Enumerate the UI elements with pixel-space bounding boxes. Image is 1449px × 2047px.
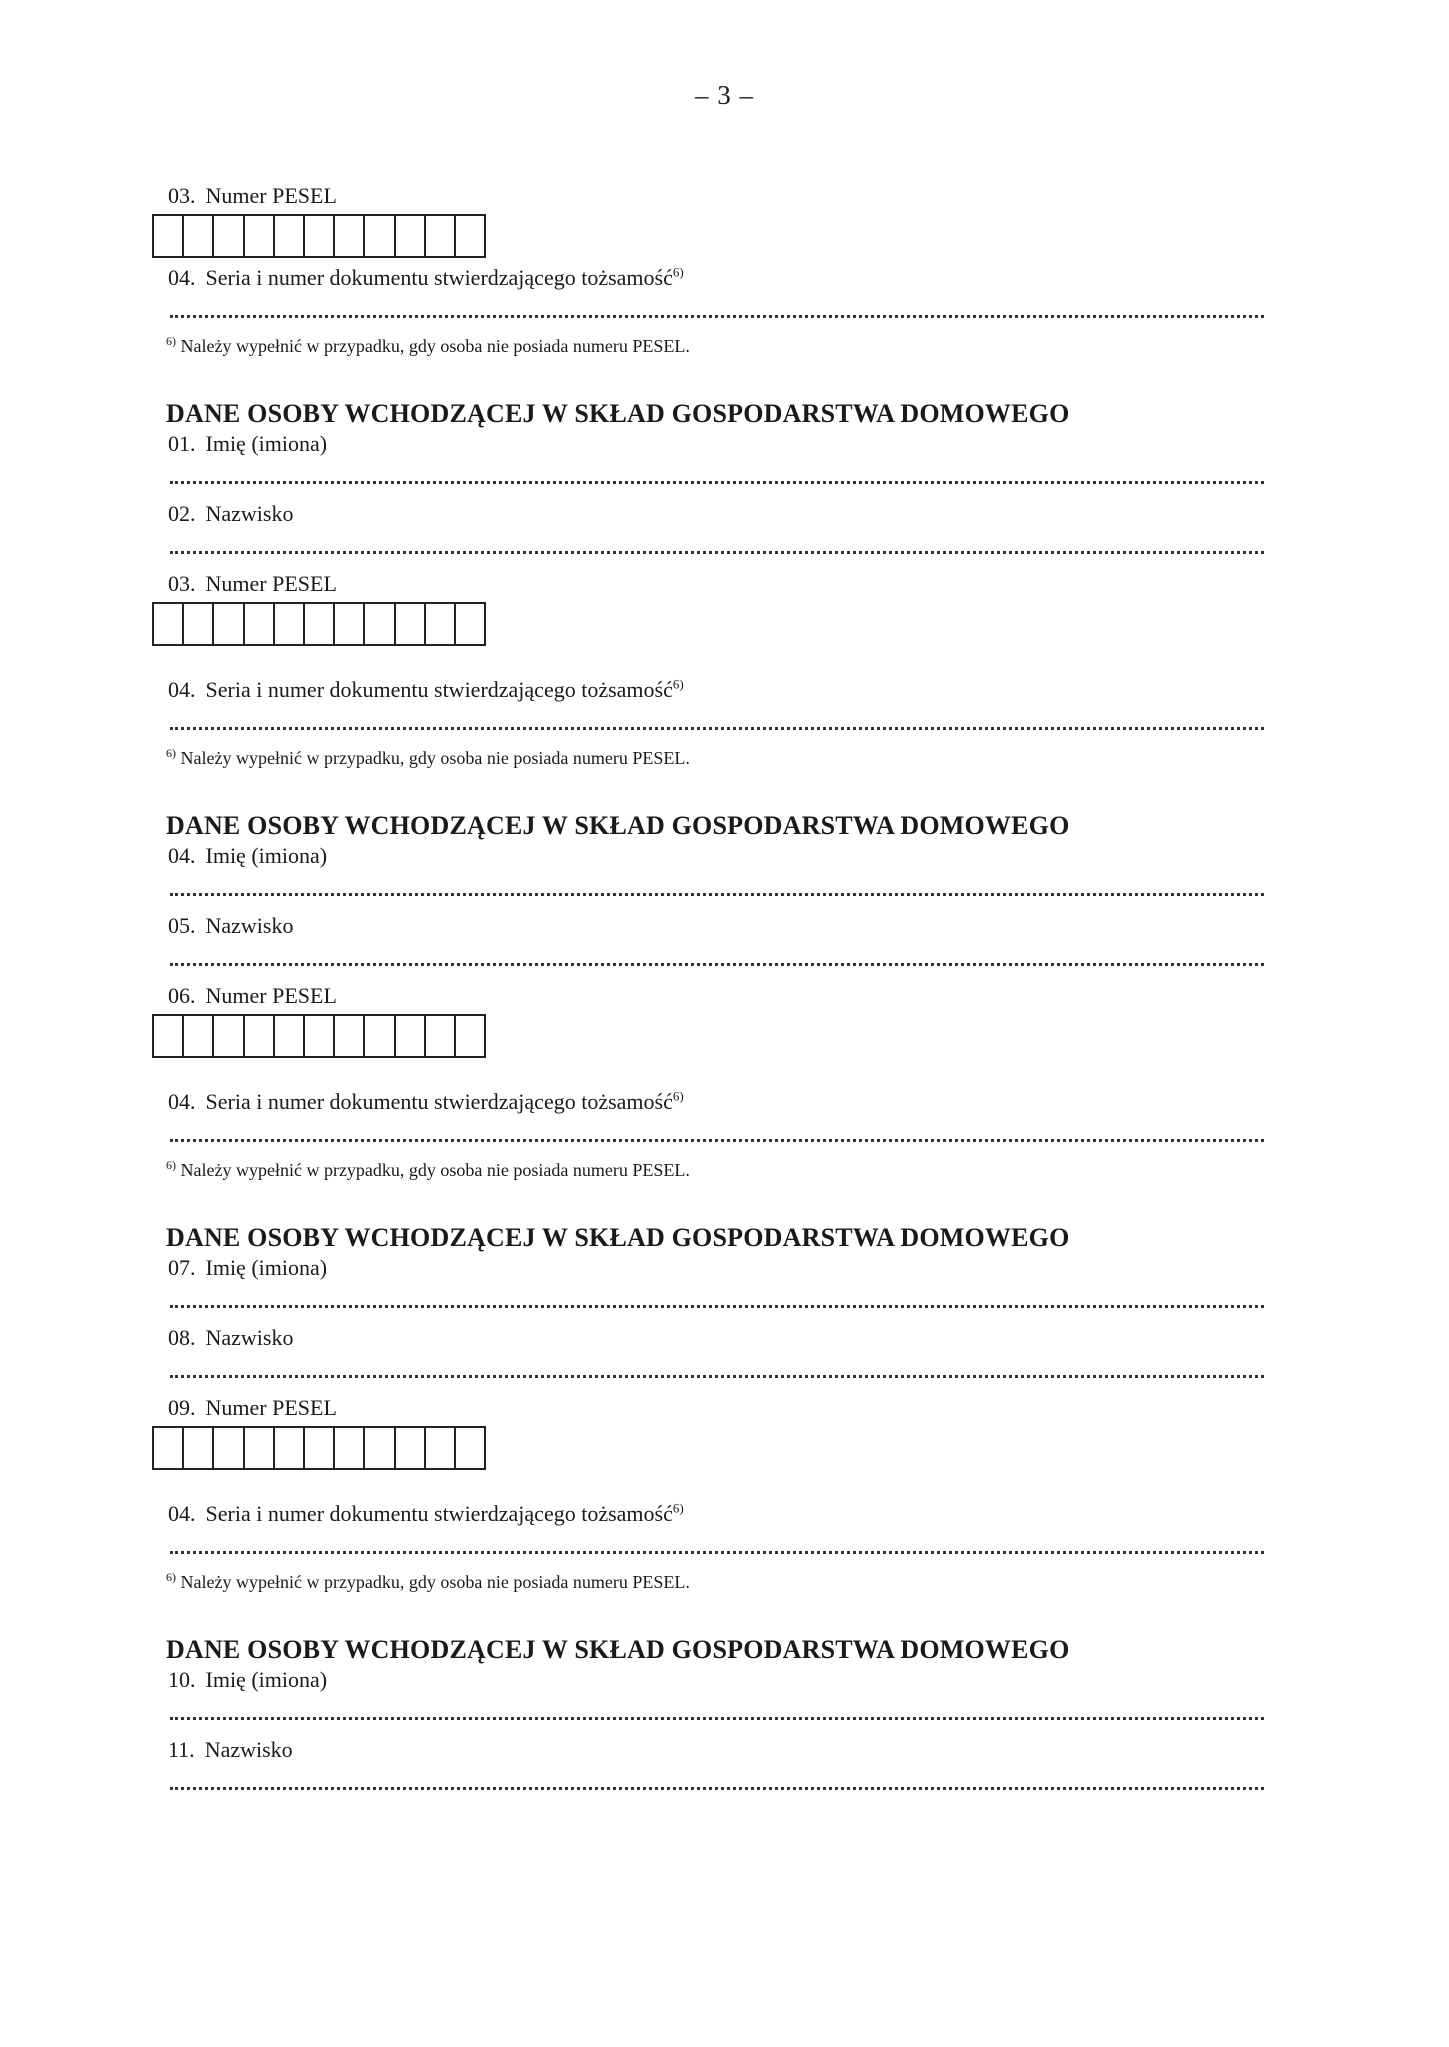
pesel-boxes[interactable] <box>152 1426 486 1470</box>
id-document-label: 04. Seria i numer dokumentu stwierdzającego tożsamość$^{6)}$ <box>168 676 684 702</box>
pesel-digit-box[interactable] <box>335 604 365 644</box>
surname-label: 11. Nazwisko <box>168 1737 293 1762</box>
pesel-digit-box[interactable] <box>456 1016 484 1056</box>
pesel-digit-box[interactable] <box>396 604 426 644</box>
section-heading: DANE OSOBY WCHODZĄCEJ W SKŁAD GOSPODARSTWA DOMOWEGO <box>166 399 1070 428</box>
pesel-digit-box[interactable] <box>184 1428 214 1468</box>
pesel-digit-box[interactable] <box>245 1428 275 1468</box>
pesel-boxes[interactable] <box>152 602 486 646</box>
name-field[interactable] <box>170 1694 1264 1720</box>
pesel-label: 09. Numer PESEL <box>168 1395 337 1420</box>
id-document-label: 04. Seria i numer dokumentu stwierdzającego tożsamość$^{6)}$ <box>168 1088 684 1114</box>
footnote: $^{6)}$ Należy wypełnić w przypadku, gdy osoba nie posiada numeru PESEL. <box>166 1570 690 1592</box>
pesel-digit-box[interactable] <box>396 1016 426 1056</box>
pesel-digit-box[interactable] <box>335 1428 365 1468</box>
name-label: 07. Imię (imiona) <box>168 1255 328 1280</box>
pesel-digit-box[interactable] <box>456 1428 484 1468</box>
pesel-label: 03. Numer PESEL <box>168 183 337 208</box>
pesel-digit-box[interactable] <box>275 216 305 256</box>
pesel-digit-box[interactable] <box>245 1016 275 1056</box>
section-heading: DANE OSOBY WCHODZĄCEJ W SKŁAD GOSPODARSTWA DOMOWEGO <box>166 1223 1070 1252</box>
pesel-digit-box[interactable] <box>245 604 275 644</box>
footnote: $^{6)}$ Należy wypełnić w przypadku, gdy osoba nie posiada numeru PESEL. <box>166 334 690 356</box>
pesel-digit-box[interactable] <box>154 1016 184 1056</box>
surname-label: 02. Nazwisko <box>168 501 294 526</box>
pesel-label: 06. Numer PESEL <box>168 983 337 1008</box>
pesel-digit-box[interactable] <box>275 604 305 644</box>
pesel-digit-box[interactable] <box>154 604 184 644</box>
id-document-field[interactable] <box>170 1116 1264 1142</box>
footnote: $^{6)}$ Należy wypełnić w przypadku, gdy osoba nie posiada numeru PESEL. <box>166 1158 690 1180</box>
pesel-digit-box[interactable] <box>245 216 275 256</box>
name-label: 10. Imię (imiona) <box>168 1667 328 1692</box>
pesel-label: 03. Numer PESEL <box>168 571 337 596</box>
section-heading: DANE OSOBY WCHODZĄCEJ W SKŁAD GOSPODARSTWA DOMOWEGO <box>166 1635 1070 1664</box>
id-document-field[interactable] <box>170 292 1264 318</box>
surname-label: 05. Nazwisko <box>168 913 294 938</box>
pesel-digit-box[interactable] <box>396 1428 426 1468</box>
pesel-digit-box[interactable] <box>154 216 184 256</box>
name-field[interactable] <box>170 870 1264 896</box>
name-field[interactable] <box>170 1282 1264 1308</box>
pesel-digit-box[interactable] <box>305 1016 335 1056</box>
pesel-digit-box[interactable] <box>426 1016 456 1056</box>
pesel-digit-box[interactable] <box>154 1428 184 1468</box>
pesel-digit-box[interactable] <box>305 216 335 256</box>
id-document-field[interactable] <box>170 704 1264 730</box>
pesel-digit-box[interactable] <box>184 216 214 256</box>
pesel-digit-box[interactable] <box>214 1016 244 1056</box>
pesel-digit-box[interactable] <box>365 1428 395 1468</box>
name-field[interactable] <box>170 458 1264 484</box>
pesel-digit-box[interactable] <box>214 604 244 644</box>
pesel-digit-box[interactable] <box>365 1016 395 1056</box>
pesel-boxes[interactable] <box>152 214 486 258</box>
id-document-label: 04. Seria i numer dokumentu stwierdzającego tożsamość$^{6)}$ <box>168 1500 684 1526</box>
surname-field[interactable] <box>170 528 1264 554</box>
form-content <box>152 182 1264 1806</box>
footnote: $^{6)}$ Należy wypełnić w przypadku, gdy osoba nie posiada numeru PESEL. <box>166 746 690 768</box>
pesel-digit-box[interactable] <box>456 216 484 256</box>
pesel-digit-box[interactable] <box>426 604 456 644</box>
pesel-digit-box[interactable] <box>396 216 426 256</box>
pesel-digit-box[interactable] <box>426 1428 456 1468</box>
pesel-digit-box[interactable] <box>365 216 395 256</box>
name-label: 01. Imię (imiona) <box>168 431 328 456</box>
pesel-digit-box[interactable] <box>214 216 244 256</box>
name-label: 04. Imię (imiona) <box>168 843 328 868</box>
pesel-digit-box[interactable] <box>335 216 365 256</box>
pesel-digit-box[interactable] <box>184 1016 214 1056</box>
pesel-digit-box[interactable] <box>335 1016 365 1056</box>
pesel-digit-box[interactable] <box>214 1428 244 1468</box>
pesel-digit-box[interactable] <box>305 1428 335 1468</box>
pesel-digit-box[interactable] <box>426 216 456 256</box>
page-number: – 3 – <box>695 80 754 110</box>
surname-field[interactable] <box>170 940 1264 966</box>
surname-field[interactable] <box>170 1764 1264 1790</box>
section-heading: DANE OSOBY WCHODZĄCEJ W SKŁAD GOSPODARSTWA DOMOWEGO <box>166 811 1070 840</box>
id-document-field[interactable] <box>170 1528 1264 1554</box>
pesel-digit-box[interactable] <box>365 604 395 644</box>
surname-label: 08. Nazwisko <box>168 1325 294 1350</box>
pesel-boxes[interactable] <box>152 1014 486 1058</box>
pesel-digit-box[interactable] <box>456 604 484 644</box>
pesel-digit-box[interactable] <box>305 604 335 644</box>
pesel-digit-box[interactable] <box>275 1016 305 1056</box>
pesel-digit-box[interactable] <box>184 604 214 644</box>
id-document-label: 04. Seria i numer dokumentu stwierdzającego tożsamość$^{6)}$ <box>168 264 684 290</box>
pesel-digit-box[interactable] <box>275 1428 305 1468</box>
surname-field[interactable] <box>170 1352 1264 1378</box>
